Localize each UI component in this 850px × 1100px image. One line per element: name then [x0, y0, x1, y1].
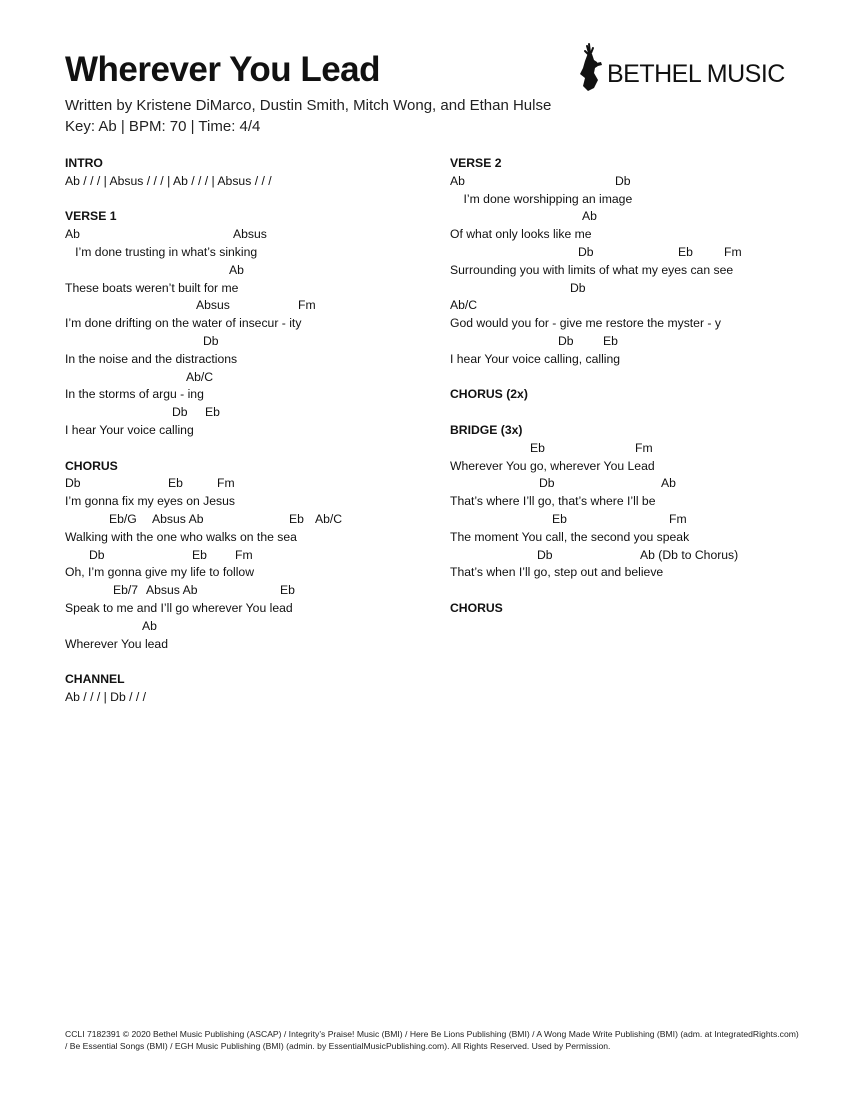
chorus-section: [65, 458, 435, 654]
chord: Fm: [235, 547, 253, 562]
lyric-line: Wherever You go, wherever You Lead: [450, 458, 655, 473]
chord: Eb/7: [113, 583, 139, 598]
chord: Eb: [192, 547, 207, 562]
chord-line: [450, 333, 830, 351]
lyric-line: I’m done drifting on the water of insecur - ity: [65, 316, 302, 331]
chord: Ab/C: [186, 369, 214, 384]
chord-line: [450, 208, 830, 226]
chord-progression: Ab / / / | Absus / / / | Ab / / / | Absus / / /: [65, 173, 272, 188]
chord: Absus: [233, 227, 267, 242]
chord: Eb: [168, 476, 183, 491]
chord: Ab: [229, 262, 244, 277]
chord: Ab: [582, 209, 597, 224]
chord-line: [450, 440, 830, 458]
chord: Db: [558, 333, 574, 348]
lyric-line: God would you for - give me restore the myster - y: [450, 316, 721, 331]
chord: Db: [172, 405, 188, 420]
lyric-line: I hear Your voice calling: [65, 422, 194, 437]
chord: Ab/C: [450, 298, 478, 313]
chord: Db: [615, 173, 631, 188]
song-title: Wherever You Lead: [65, 50, 381, 89]
chord: Db: [537, 547, 553, 562]
lyric-line: That’s when I’ll go, step out and believe: [450, 565, 664, 580]
chord: Db: [570, 280, 586, 295]
lyric-line: The moment You call, the second you speak: [450, 529, 690, 544]
chord-progression: Ab / / / | Db / / /: [65, 689, 147, 704]
right-column: [450, 155, 830, 636]
chord: Db: [65, 476, 81, 491]
chord: Ab: [65, 227, 80, 242]
stag-head-icon: [574, 42, 606, 94]
chord: Fm: [217, 476, 235, 491]
lyric-line: I’m gonna fix my eyes on Jesus: [65, 494, 236, 509]
section-heading: INTRO: [65, 156, 103, 170]
chord: Ab: [661, 476, 676, 491]
chord: Eb: [280, 583, 295, 598]
lyric-line: Oh, I’m gonna give my life to follow: [65, 565, 254, 580]
section-heading: VERSE 1: [65, 209, 117, 224]
bethel-music-logo: [574, 42, 785, 94]
chord: Eb: [530, 440, 545, 455]
chord: Absus: [196, 298, 230, 313]
chord-line: [450, 547, 830, 565]
chord: Ab: [142, 618, 157, 633]
lyric-line: That’s where I’ll go, that’s where I’ll be: [450, 494, 656, 509]
verse-1-section: [65, 208, 435, 439]
chord-line: [450, 475, 830, 493]
chord-line: [450, 297, 830, 315]
chord: Eb: [289, 511, 304, 526]
chord-line: [65, 297, 435, 315]
chord-line: [65, 475, 435, 493]
lyric-line: Walking with the one who walks on the sea: [65, 529, 297, 544]
chord-line: [65, 582, 435, 600]
bridge-section: [450, 422, 830, 582]
chord: Db: [89, 547, 105, 562]
chord-line: [65, 618, 435, 636]
chord-line: [65, 547, 435, 565]
section-heading: CHORUS: [65, 458, 118, 473]
chord: Absus Ab: [152, 511, 204, 526]
lyric-line: Of what only looks like me: [450, 227, 592, 242]
lyric-line: Speak to me and I’ll go wherever You lead: [65, 600, 293, 615]
chord: Ab: [450, 173, 465, 188]
lyric-line: Surrounding you with limits of what my eyes can see: [450, 262, 734, 277]
section-heading: CHORUS (2x): [450, 387, 528, 402]
chord: Db: [203, 333, 219, 348]
chord: Eb: [552, 511, 567, 526]
chord-line: [450, 244, 830, 262]
lyric-line: I hear Your voice calling, calling: [450, 351, 621, 366]
chord-line: [450, 280, 830, 298]
chord-line: [450, 173, 830, 191]
song-key-bpm-time: Key: Ab | BPM: 70 | Time: 4/4: [65, 118, 261, 135]
chord: Absus Ab: [146, 583, 198, 598]
chord-line: [65, 404, 435, 422]
chord: Eb: [603, 333, 618, 348]
chord: Db: [539, 476, 555, 491]
lyric-line: In the noise and the distractions: [65, 351, 238, 366]
lyric-line: These boats weren’t built for me: [65, 280, 239, 295]
lyric-line: In the storms of argu - ing: [65, 387, 204, 402]
section-heading: VERSE 2: [450, 156, 502, 170]
logo-wordmark: BETHEL MUSIC: [607, 60, 785, 88]
verse-2-section: [450, 155, 830, 369]
copyright-footer: CCLI 7182391 © 2020 Bethel Music Publishing (ASCAP) / Integrity’s Praise! Music (BMI) / Here Be Lions Publishing (BMI) / A Wong Made Write Publishing (BMI) (adm. at IntegratedRights.com) / Be Essential Songs (BMI) / EGH Music Publishing (BMI) (admin. by EssentialMusicPublishing.com). All Rights Reserved. Used by Permission.: [65, 1029, 799, 1051]
chord: Fm: [635, 440, 653, 455]
chord-line: [65, 262, 435, 280]
chord-line: [65, 511, 435, 529]
chorus-2x-section: [450, 386, 830, 404]
intro-section: [65, 155, 435, 191]
chord-line: [65, 333, 435, 351]
chord: Fm: [298, 298, 316, 313]
chord: Ab/C: [315, 511, 343, 526]
chorus-final-section: [450, 600, 830, 618]
lyric-line: I’m done trusting in what’s sinking: [65, 244, 258, 259]
chord: Eb/G: [109, 511, 137, 526]
songwriters-credit: Written by Kristene DiMarco, Dustin Smith, Mitch Wong, and Ethan Hulse: [65, 97, 552, 114]
lyric-line: Wherever You lead: [65, 636, 168, 651]
chord: Db: [578, 244, 594, 259]
chord-line: [65, 226, 435, 244]
chord-line: [450, 511, 830, 529]
section-heading: BRIDGE (3x): [450, 422, 523, 437]
lyric-line: I’m done worshipping an image: [450, 191, 633, 206]
left-column: [65, 155, 435, 725]
chord: Eb: [678, 244, 693, 259]
channel-section: [65, 671, 435, 707]
section-heading: CHANNEL: [65, 672, 125, 687]
chord: Fm: [724, 244, 742, 259]
chord: Eb: [205, 405, 220, 420]
section-heading: CHORUS: [450, 600, 503, 615]
chord-line: [65, 369, 435, 387]
chord: Fm: [669, 511, 687, 526]
chord: Ab (Db to Chorus): [640, 547, 739, 562]
